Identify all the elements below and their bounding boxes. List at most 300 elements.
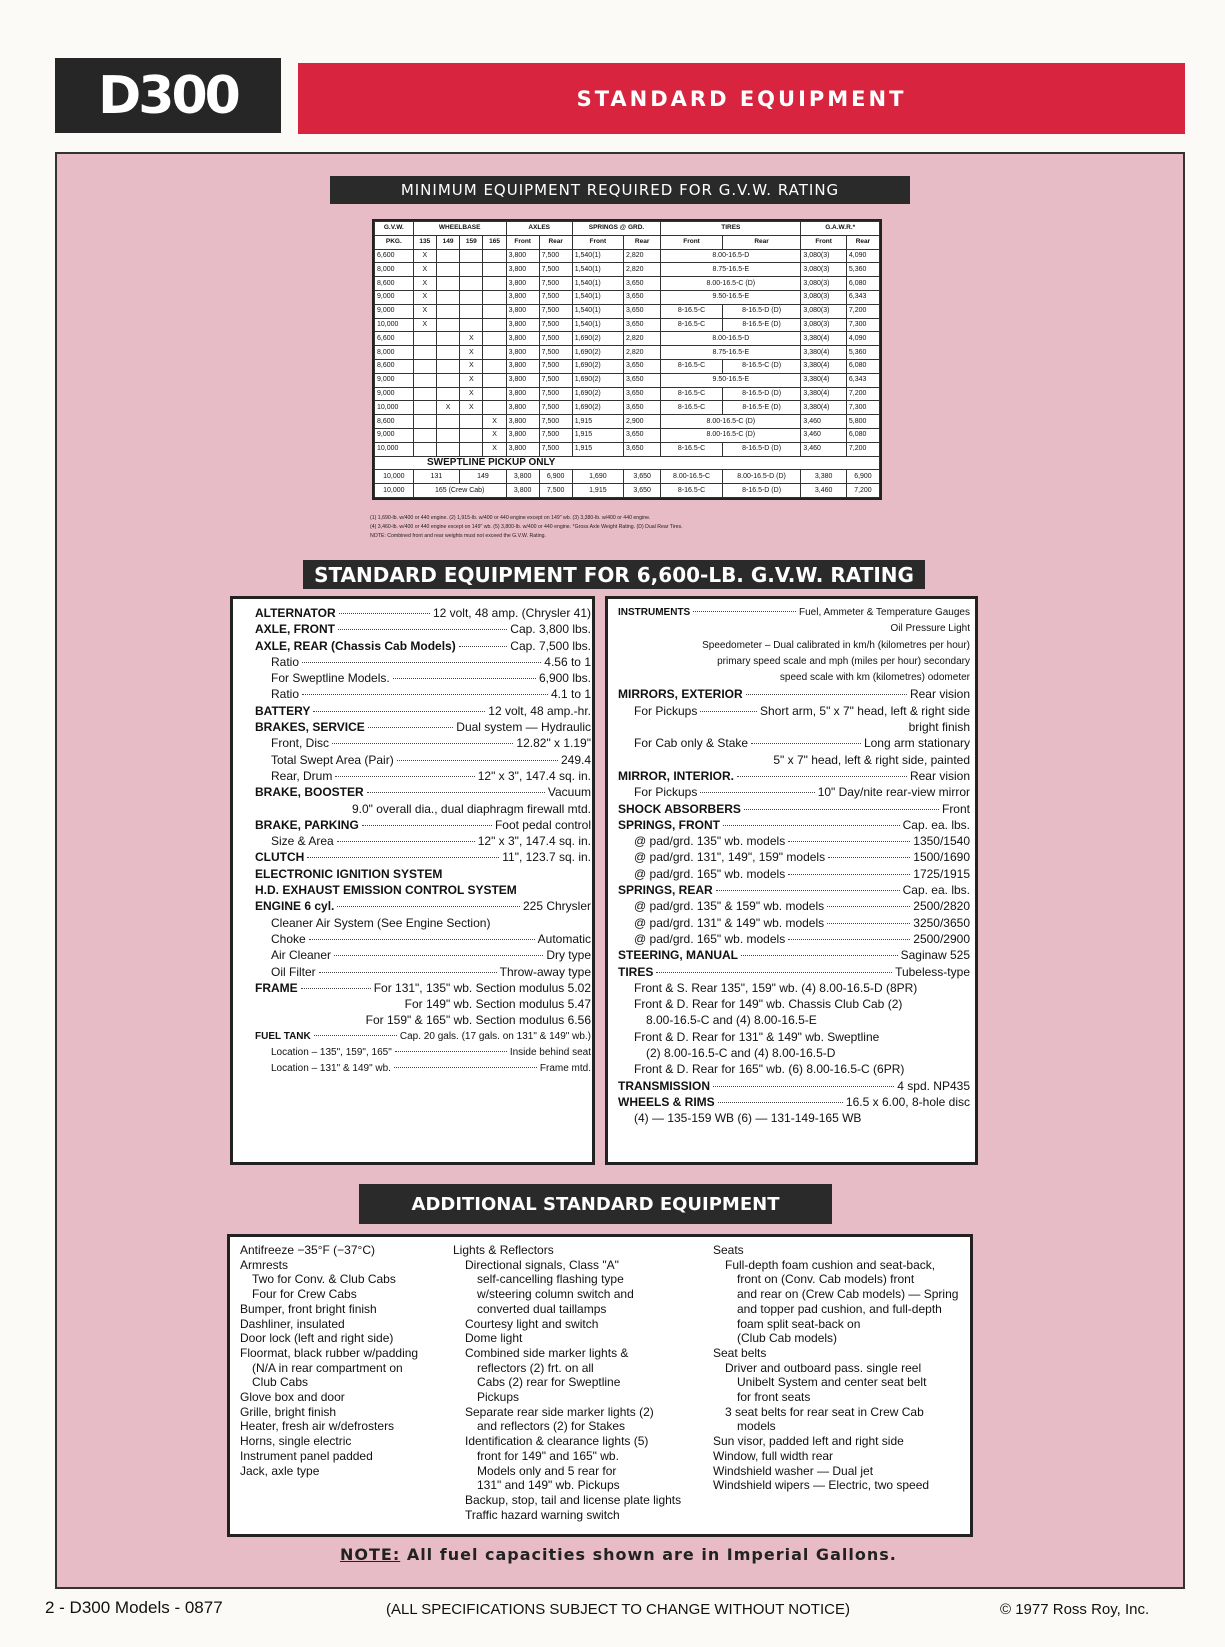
fuel-note <box>340 1545 897 1564</box>
table-cell: 3,650 <box>624 277 661 291</box>
spec-line <box>255 964 591 980</box>
table-row <box>375 249 880 263</box>
gvw-table <box>372 219 882 500</box>
table-cell: X <box>413 304 436 318</box>
spec-value: 6,900 lbs. <box>538 671 591 686</box>
table-cell: 3,800 <box>506 359 539 373</box>
table-cell: 3,080(3) <box>801 318 847 332</box>
table-cell: 8.00-16.5-C <box>661 470 723 484</box>
table-cell: 3,080(3) <box>801 304 847 318</box>
spec-label: @ pad/grd. 165" wb. models <box>634 931 786 946</box>
spec-line: 9.0" overall dia., dual diaphragm firewall mtd. <box>351 801 591 816</box>
table-row <box>375 290 880 304</box>
leader-dots <box>302 662 541 663</box>
table-group-header: G.A.W.R.* <box>801 222 880 236</box>
table-col-header: Front <box>506 235 539 249</box>
additional-item: 3 seat belts for rear seat in Crew Cab <box>725 1404 924 1419</box>
spec-label: Front, Disc <box>271 736 330 751</box>
spec-value: 4.1 to 1 <box>550 687 591 702</box>
spec-value: Inside behind seat <box>509 1047 591 1059</box>
spec-line <box>618 882 970 898</box>
table-cell: 6,343 <box>846 373 879 387</box>
spec-label: FUEL TANK <box>255 1030 311 1042</box>
spec-line <box>618 964 970 980</box>
leader-dots <box>338 629 507 630</box>
additional-item: Dashliner, insulated <box>240 1316 345 1331</box>
additional-item: converted dual taillamps <box>477 1301 607 1316</box>
spec-label: Total Swept Area (Pair) <box>271 752 394 767</box>
additional-item: Jack, axle type <box>240 1463 320 1478</box>
note-label: NOTE: <box>340 1545 401 1564</box>
footnote-line: (4) 3,460-lb. w/400 or 440 engine except on 149" wb. (5) 3,800-lb. w/400 or 440 engine. *Gross Axle Weight Rating. (D) Dual Rear Tires. <box>370 524 683 530</box>
table-row <box>375 428 880 442</box>
table-cell: X <box>460 387 483 401</box>
table-cell: 1,540(1) <box>572 318 623 332</box>
table-cell: 3,080(3) <box>801 249 847 263</box>
table-cell: 8.00-16.5-C (D) <box>661 428 801 442</box>
table-cell: 3,800 <box>506 470 539 484</box>
table-cell: 3,800 <box>506 346 539 360</box>
additional-item: and reflectors (2) for Stakes <box>477 1419 626 1434</box>
table-cell: 3,650 <box>624 359 661 373</box>
table-cell: 7,500 <box>539 332 572 346</box>
table-row <box>375 359 880 373</box>
table-cell: 7,500 <box>539 484 572 498</box>
spec-value: 12" x 3", 147.4 sq. in. <box>477 768 591 783</box>
table-cell: 1,690(2) <box>572 401 623 415</box>
spec-line <box>255 752 591 768</box>
spec-label: Choke <box>271 931 306 946</box>
spec-line <box>255 849 591 865</box>
table-cell: 1,690(2) <box>572 359 623 373</box>
spec-value: 225 Chrysler <box>522 899 591 914</box>
table-cell: 7,500 <box>539 304 572 318</box>
table-cell: 10,000 <box>375 318 414 332</box>
spec-label: SPRINGS, REAR <box>618 883 713 898</box>
table-row <box>375 332 880 346</box>
leader-dots <box>656 972 892 973</box>
spec-line <box>618 1078 970 1094</box>
table-row <box>375 277 880 291</box>
table-cell: 8.00-16.5-C (D) <box>661 415 801 429</box>
spec-line: (2) 8.00-16.5-C and (4) 8.00-16.5-D <box>646 1046 836 1061</box>
spec-line <box>255 784 591 800</box>
additional-item: Floormat, black rubber w/padding <box>240 1345 419 1360</box>
table-cell <box>413 428 436 442</box>
additional-item: Horns, single electric <box>240 1434 352 1449</box>
table-cell: 165 (Crew Cab) <box>413 484 506 498</box>
table-cell: 8-16.5-C <box>661 401 723 415</box>
spec-line <box>255 1029 591 1045</box>
table-cell: 6,343 <box>846 290 879 304</box>
table-cell: 3,380(4) <box>801 387 847 401</box>
table-cell: 10,000 <box>375 470 414 484</box>
spec-line <box>255 1045 591 1061</box>
additional-equipment-banner: ADDITIONAL STANDARD EQUIPMENT <box>359 1184 832 1224</box>
additional-item: front on (Conv. Cab models) front <box>737 1272 915 1287</box>
table-cell: 3,800 <box>506 373 539 387</box>
spec-value: 12" x 3", 147.4 sq. in. <box>477 834 591 849</box>
table-cell: 1,915 <box>572 484 623 498</box>
table-cell <box>413 415 436 429</box>
spec-line <box>618 1094 970 1110</box>
spec-value: Front <box>941 801 970 816</box>
table-cell: 3,800 <box>506 318 539 332</box>
leader-dots <box>367 792 545 793</box>
leader-dots <box>746 694 907 695</box>
table-col-header: Front <box>661 235 723 249</box>
table-cell: 1,540(1) <box>572 304 623 318</box>
table-cell: 10,000 <box>375 484 414 498</box>
table-row <box>375 387 880 401</box>
table-cell: 3,650 <box>624 304 661 318</box>
table-row <box>375 373 880 387</box>
spec-value: 2500/2820 <box>913 899 970 914</box>
table-cell <box>436 387 459 401</box>
table-cell <box>436 415 459 429</box>
table-cell <box>483 401 506 415</box>
table-cell: 3,080(3) <box>801 277 847 291</box>
table-cell: 1,690(2) <box>572 332 623 346</box>
leader-dots <box>828 857 910 858</box>
table-cell: 8,600 <box>375 277 414 291</box>
additional-item: Instrument panel padded <box>240 1448 373 1463</box>
spec-label: ENGINE 6 cyl. <box>255 899 335 914</box>
table-cell: 10,000 <box>375 401 414 415</box>
table-col-header: 149 <box>436 235 459 249</box>
table-cell: 9,000 <box>375 428 414 442</box>
spec-label: TRANSMISSION <box>618 1078 711 1093</box>
spec-label: BATTERY <box>255 703 311 718</box>
table-cell <box>436 304 459 318</box>
table-cell: 3,650 <box>624 290 661 304</box>
table-cell <box>436 359 459 373</box>
spec-value: 4 spd. NP435 <box>897 1078 970 1093</box>
table-cell: 3,650 <box>624 373 661 387</box>
additional-item: Courtesy light and switch <box>465 1316 599 1331</box>
table-cell: X <box>413 318 436 332</box>
additional-item: Two for Conv. & Club Cabs <box>252 1272 396 1287</box>
spec-label: TIRES <box>618 964 654 979</box>
table-cell: 7,300 <box>846 318 879 332</box>
spec-label: FRAME <box>255 980 298 995</box>
spec-label: @ pad/grd. 131", 149", 159" models <box>634 850 826 865</box>
table-cell: 3,800 <box>506 415 539 429</box>
additional-item: Seats <box>713 1243 744 1257</box>
spec-line <box>255 703 591 719</box>
table-cell: 3,800 <box>506 401 539 415</box>
table-cell: X <box>483 415 506 429</box>
additional-item: for front seats <box>737 1390 811 1405</box>
table-cell <box>483 346 506 360</box>
table-cell <box>460 277 483 291</box>
spec-line <box>618 833 970 849</box>
additional-item: Dome light <box>465 1331 523 1346</box>
spec-label: MIRRORS, EXTERIOR <box>618 687 743 702</box>
table-cell: 7,500 <box>539 442 572 456</box>
sweptline-row <box>375 484 880 498</box>
additional-item: Door lock (left and right side) <box>240 1331 394 1346</box>
table-cell <box>483 263 506 277</box>
spec-line <box>255 817 591 833</box>
table-col-header: Rear <box>846 235 879 249</box>
table-cell <box>413 332 436 346</box>
table-col-header: PKG. <box>375 235 414 249</box>
additional-item: reflectors (2) frt. on all <box>477 1360 594 1375</box>
spec-label: Air Cleaner <box>271 948 332 963</box>
table-cell: 1,690(2) <box>572 387 623 401</box>
spec-value: Long arm stationary <box>863 736 970 751</box>
table-cell: 7,500 <box>539 387 572 401</box>
spec-value: Rear vision <box>909 687 970 702</box>
spec-value: 10" Day/nite rear-view mirror <box>817 785 970 800</box>
table-cell: 9.50-16.5-E <box>661 373 801 387</box>
table-cell: 3,460 <box>801 484 847 498</box>
leader-dots <box>718 1102 843 1103</box>
table-cell: 7,300 <box>846 401 879 415</box>
spec-value: Cap. ea. lbs. <box>902 817 970 832</box>
spec-value: Dry type <box>546 948 591 963</box>
table-group-header: SPRINGS @ GRD. <box>572 222 661 236</box>
gvw-banner: MINIMUM EQUIPMENT REQUIRED FOR G.V.W. RATING <box>330 176 910 204</box>
table-cell: 1,540(1) <box>572 249 623 263</box>
table-cell: 8-16.5-C <box>661 387 723 401</box>
additional-item: Antifreeze −35°F (−37°C) <box>240 1243 375 1257</box>
leader-dots <box>700 792 814 793</box>
additional-item: Armrests <box>240 1257 288 1272</box>
spec-line: Cleaner Air System (See Engine Section) <box>271 915 491 930</box>
table-cell: 3,800 <box>506 387 539 401</box>
table-cell <box>436 332 459 346</box>
spec-line <box>255 768 591 784</box>
additional-item: Grille, bright finish <box>240 1404 337 1419</box>
table-cell: 7,500 <box>539 401 572 415</box>
leader-dots <box>827 923 910 924</box>
sweptline-row <box>375 470 880 484</box>
spec-value: Rear vision <box>909 768 970 783</box>
table-cell: 9,000 <box>375 304 414 318</box>
table-cell: 7,500 <box>539 346 572 360</box>
table-cell: 8.00-16.5-D <box>661 249 801 263</box>
table-cell <box>413 387 436 401</box>
table-cell: 6,080 <box>846 277 879 291</box>
table-cell <box>436 373 459 387</box>
additional-item: Seat belts <box>713 1345 767 1360</box>
additional-item: Full-depth foam cushion and seat-back, <box>725 1257 936 1272</box>
spec-label: Location – 131" & 149" wb. <box>271 1063 391 1075</box>
table-cell <box>436 249 459 263</box>
table-cell <box>483 277 506 291</box>
spec-value: Fuel, Ammeter & Temperature Gauges <box>798 607 970 618</box>
spec-line: primary speed scale and mph (miles per hour) secondary <box>717 655 970 667</box>
footer-disclaimer: (ALL SPECIFICATIONS SUBJECT TO CHANGE WITHOUT NOTICE) <box>386 1601 850 1618</box>
spec-value: Tubeless-type <box>895 964 970 979</box>
spec-value: 1725/1915 <box>913 866 970 881</box>
table-cell: 3,650 <box>624 428 661 442</box>
table-cell: 7,500 <box>539 263 572 277</box>
additional-item: 131" and 149" wb. Pickups <box>477 1478 620 1493</box>
spec-label: MIRROR, INTERIOR. <box>618 768 734 783</box>
table-cell: 5,800 <box>846 415 879 429</box>
spec-value: 249.4 <box>560 752 591 767</box>
table-cell: 6,600 <box>375 332 414 346</box>
table-cell <box>460 249 483 263</box>
table-cell: 3,650 <box>624 442 661 456</box>
table-cell <box>460 304 483 318</box>
spec-line <box>618 768 970 784</box>
table-cell: 7,500 <box>539 359 572 373</box>
leader-dots <box>751 743 861 744</box>
table-cell: 8,600 <box>375 415 414 429</box>
table-cell <box>413 359 436 373</box>
leader-dots <box>716 890 900 891</box>
leader-dots <box>744 809 939 810</box>
leader-dots <box>314 1035 397 1036</box>
spec-line <box>255 654 591 670</box>
additional-col-1 <box>240 1243 418 1478</box>
additional-item: Pickups <box>477 1390 520 1405</box>
spec-line: Front & S. Rear 135", 159" wb. (4) 8.00-16.5-D (8PR) <box>634 980 918 995</box>
table-cell: 7,200 <box>846 304 879 318</box>
table-cell: 3,800 <box>506 442 539 456</box>
spec-value: Saginaw 525 <box>900 948 970 963</box>
table-cell: 5,360 <box>846 346 879 360</box>
table-group-header: WHEELBASE <box>413 222 506 236</box>
spec-line <box>255 931 591 947</box>
table-cell: 149 <box>460 470 506 484</box>
spec-label: Ratio <box>271 654 300 669</box>
table-cell <box>436 263 459 277</box>
table-cell: 6,600 <box>375 249 414 263</box>
leader-dots <box>788 841 910 842</box>
spec-line <box>255 686 591 702</box>
spec-value: Foot pedal control <box>494 817 591 832</box>
table-cell: X <box>413 277 436 291</box>
table-row <box>375 318 880 332</box>
table-cell: 131 <box>413 470 459 484</box>
table-cell: 8.75-16.5-E <box>661 346 801 360</box>
spec-label: INSTRUMENTS <box>618 607 691 618</box>
table-cell: 6,080 <box>846 428 879 442</box>
table-cell: 8-16.5-C <box>661 484 723 498</box>
table-cell <box>436 290 459 304</box>
table-cell: 2,820 <box>624 332 661 346</box>
table-cell: X <box>460 346 483 360</box>
spec-line: (4) — 135-159 WB (6) — 131-149-165 WB <box>634 1111 862 1126</box>
table-cell: 8.75-16.5-E <box>661 263 801 277</box>
table-cell <box>413 373 436 387</box>
leader-dots <box>723 825 900 826</box>
leader-dots <box>393 678 536 679</box>
spec-value: Dual system — Hydraulic <box>456 720 591 735</box>
additional-item: Models only and 5 rear for <box>477 1463 617 1478</box>
footnote-line: NOTE: Combined front and rear weights must not exceed the G.V.W. Rating. <box>370 533 546 539</box>
table-cell: 6,080 <box>846 359 879 373</box>
spec-value: 1500/1690 <box>913 850 970 865</box>
table-cell: 7,500 <box>539 415 572 429</box>
table-cell: 9,000 <box>375 290 414 304</box>
table-cell <box>460 318 483 332</box>
table-cell: 8-16.5-C <box>661 442 723 456</box>
spec-line <box>618 931 970 947</box>
spec-line: bright finish <box>908 720 970 735</box>
table-cell: X <box>413 290 436 304</box>
table-cell: 3,650 <box>624 401 661 415</box>
additional-item: self-cancelling flashing type <box>477 1272 624 1287</box>
spec-value: Vacuum <box>547 785 591 800</box>
spec-line: For 149" wb. Section modulus 5.47 <box>404 997 591 1012</box>
table-cell: 3,800 <box>506 484 539 498</box>
spec-value: Throw-away type <box>499 964 591 979</box>
table-cell: 8.00-16.5-D <box>661 332 801 346</box>
additional-item: Windshield wipers — Electric, two speed <box>713 1478 930 1493</box>
additional-item: Lights & Reflectors <box>453 1243 554 1257</box>
spec-line <box>618 849 970 865</box>
additional-item: Four for Crew Cabs <box>252 1287 357 1302</box>
spec-value: Frame mtd. <box>539 1063 591 1075</box>
spec-line: Front & D. Rear for 131" & 149" wb. Sweptline <box>634 1029 880 1044</box>
spec-line <box>255 605 591 621</box>
leader-dots <box>332 743 513 744</box>
table-row <box>375 304 880 318</box>
table-row <box>375 346 880 360</box>
table-cell <box>460 415 483 429</box>
spec-line: 5" x 7" head, left & right side, painted <box>773 752 970 767</box>
footer-page-id: 2 - D300 Models - 0877 <box>45 1598 223 1617</box>
spec-line: Front & D. Rear for 149" wb. Chassis Club Cab (2) <box>634 997 903 1012</box>
table-cell: 3,800 <box>506 263 539 277</box>
leader-dots <box>788 939 910 940</box>
leader-dots <box>337 841 475 842</box>
spec-value: Short arm, 5" x 7" head, left & right side <box>760 703 970 718</box>
table-cell: 3,800 <box>506 277 539 291</box>
table-cell: 3,800 <box>506 332 539 346</box>
table-cell: 3,650 <box>624 318 661 332</box>
gvw-footnotes <box>370 514 890 541</box>
spec-label: Oil Filter <box>271 964 316 979</box>
table-cell: 8-16.5-C (D) <box>722 359 801 373</box>
table-cell: 8-16.5-D (D) <box>722 304 801 318</box>
table-cell: 1,690 <box>572 470 623 484</box>
table-cell: 3,080(3) <box>801 290 847 304</box>
spec-label: For Sweptline Models. <box>271 671 390 686</box>
table-cell: 1,540(1) <box>572 290 623 304</box>
additional-item: Unibelt System and center seat belt <box>737 1375 927 1390</box>
table-cell: 3,380(4) <box>801 332 847 346</box>
footer-copyright: © 1977 Ross Roy, Inc. <box>1000 1601 1150 1618</box>
table-cell: X <box>460 373 483 387</box>
additional-item: models <box>737 1419 776 1434</box>
table-cell <box>460 263 483 277</box>
table-group-header: G.V.W. <box>375 222 414 236</box>
leader-dots <box>713 1086 894 1087</box>
spec-label: BRAKE, BOOSTER <box>255 785 364 800</box>
table-cell <box>413 401 436 415</box>
table-cell: 3,800 <box>506 249 539 263</box>
leader-dots <box>301 988 371 989</box>
table-cell: 8-16.5-C <box>661 304 723 318</box>
table-cell: 8-16.5-C <box>661 359 723 373</box>
table-cell: 3,800 <box>506 290 539 304</box>
table-cell <box>460 290 483 304</box>
spec-value: 3250/3650 <box>913 915 970 930</box>
table-cell: 8-16.5-D (D) <box>722 484 801 498</box>
table-cell: 9.50-16.5-E <box>661 290 801 304</box>
spec-value: Cap. 3,800 lbs. <box>510 622 591 637</box>
table-cell: 3,650 <box>624 470 661 484</box>
spec-label: Rear, Drum <box>271 768 333 783</box>
table-cell: 3,650 <box>624 484 661 498</box>
